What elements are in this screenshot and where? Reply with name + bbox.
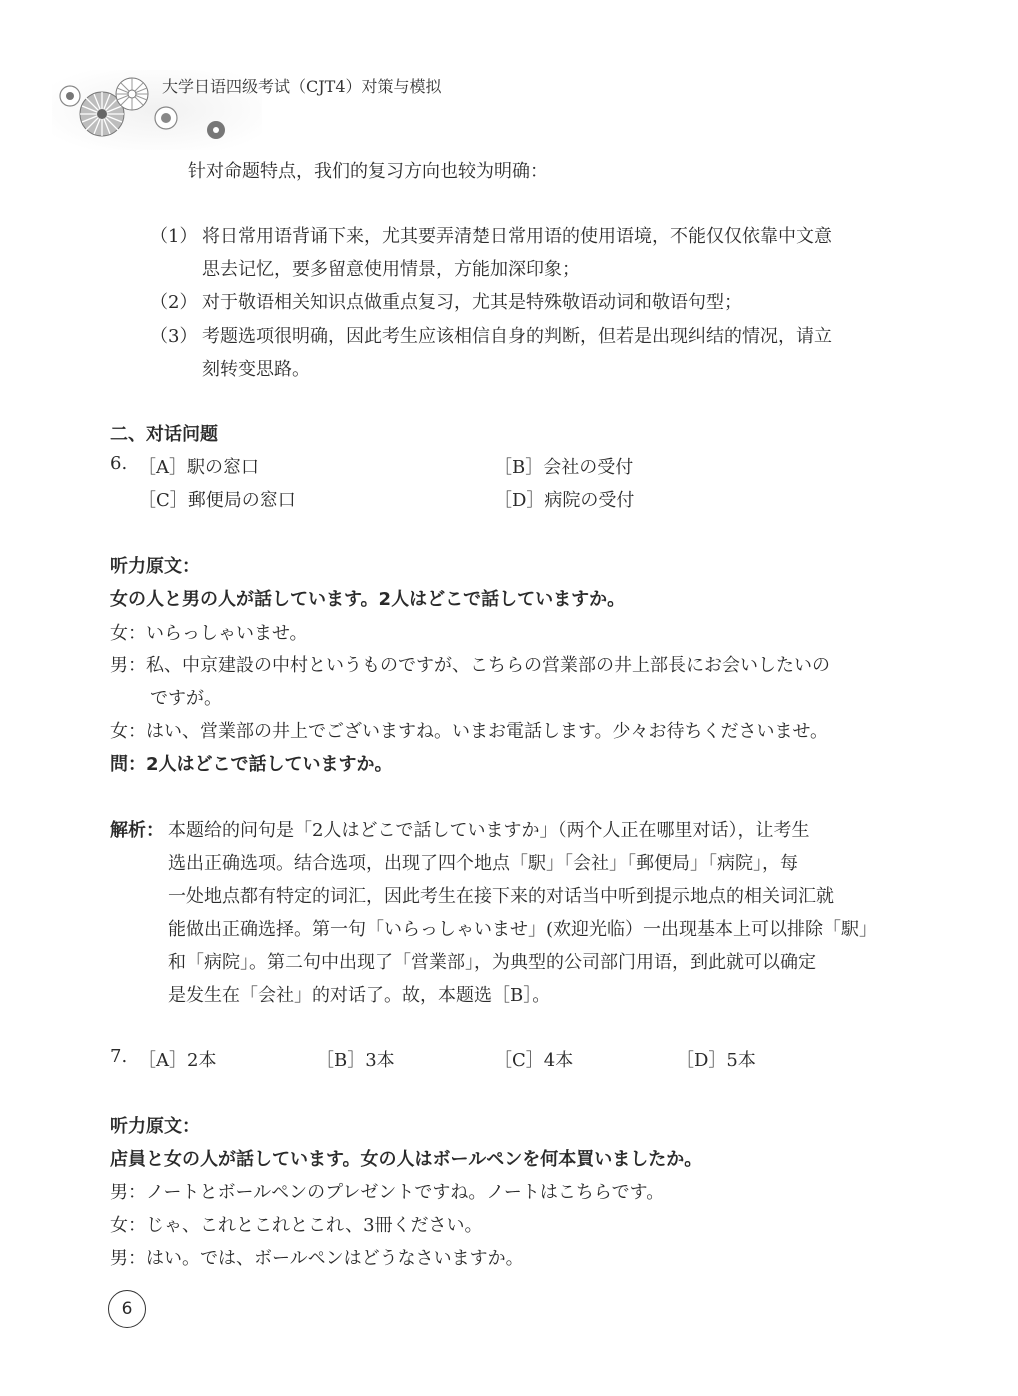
tip-3-number: （3） [150,326,198,347]
q7-script-label: 听力原文： [110,1116,200,1137]
analysis-line: 本题给的问句是「2人はどこで話していますか」（两个人正在哪里对话），让考生 [168,820,810,841]
q7-dialogue-line: 女：じゃ、これとこれとこれ、3冊ください。 [110,1215,483,1236]
q6-dialogue-line: ですが。 [150,688,222,709]
q7-dialogue-line: 男：はい。では、ボールペンはどうなさいますか。 [110,1248,524,1269]
page-number: 6 [108,1290,146,1328]
analysis-line: 一处地点都有特定的词汇，因此考生在接下来的对话当中听到提示地点的相关词汇就 [168,886,834,907]
q7-dialogue-line: 男：ノートとボールペンのプレゼントですね。ノートはこちらです。 [110,1182,665,1203]
q6-option-b: ［B］会社の受付 [494,457,634,478]
q6-option-a: ［A］駅の窓口 [138,457,259,478]
analysis-line: 和「病院」。第二句中出现了「営業部」，为典型的公司部门用语，到此就可以确定 [168,952,816,973]
tip-2-number: （2） [150,292,198,313]
q6-option-d: ［D］病院の受付 [494,490,635,511]
q6-final-question: 問：2人はどこで話していますか。 [110,754,393,775]
tip-3-line-1: 考题选项很明确，因此考生应该相信自身的判断，但若是出现纠结的情况，请立 [202,326,832,347]
q7-option-d: ［D］5本 [676,1050,756,1071]
q7-number: 7. [110,1046,128,1067]
intro-text: 针对命题特点，我们的复习方向也较为明确： [188,161,548,182]
q7-option-b: ［B］3本 [316,1050,395,1071]
q6-dialogue-line: 女：いらっしゃいませ。 [110,623,308,644]
q6-dialogue-line: 男：私、中京建設の中村というものですが、こちらの営業部の井上部長にお会いしたいの [110,655,830,676]
plum-flower-icon [207,121,225,139]
running-header: 大学日语四级考试（CJT4）对策与模拟 [162,77,442,96]
q6-script-question: 女の人と男の人が話しています。2人はどこで話していますか。 [110,589,626,610]
plum-flower-icon [60,86,80,106]
q6-number: 6. [110,453,128,474]
q7-option-a: ［A］2本 [138,1050,217,1071]
analysis-line: 选出正确选项。结合选项，出现了四个地点「駅」「会社」「郵便局」「病院」，每 [168,853,798,874]
q6-script-label: 听力原文： [110,556,200,577]
q7-option-c: ［C］4本 [494,1050,574,1071]
tip-2-line-1: 对于敬语相关知识点做重点复习，尤其是特殊敬语动词和敬语句型； [202,292,742,313]
section-title: 二、对话问题 [110,424,218,445]
q7-script-question: 店員と女の人が話しています。女の人はボールペンを何本買いましたか。 [110,1149,703,1170]
q6-dialogue-line: 女：はい、営業部の井上でございますね。いまお電話します。少々お待ちくださいませ。 [110,721,829,742]
tip-1-number: （1） [150,226,198,247]
analysis-line: 能做出正确选择。第一句「いらっしゃいませ」(欢迎光临）一出现基本上可以排除「駅」 [168,919,878,940]
q6-option-c: ［C］郵便局の窓口 [138,490,296,511]
tip-3-line-2: 刻转变思路。 [202,359,310,380]
analysis-line: 是发生在「会社」的对话了。故，本题选［B］。 [168,985,551,1006]
analysis-label: 解析： [110,820,164,841]
chrysanthemum-icon [116,78,148,110]
tip-1-line-2: 思去记忆，要多留意使用情景，方能加深印象； [202,259,580,280]
tip-1-line-1: 将日常用语背诵下来，尤其要弄清楚日常用语的使用语境，不能仅仅依靠中文意 [202,226,832,247]
plum-flower-icon [155,107,177,129]
